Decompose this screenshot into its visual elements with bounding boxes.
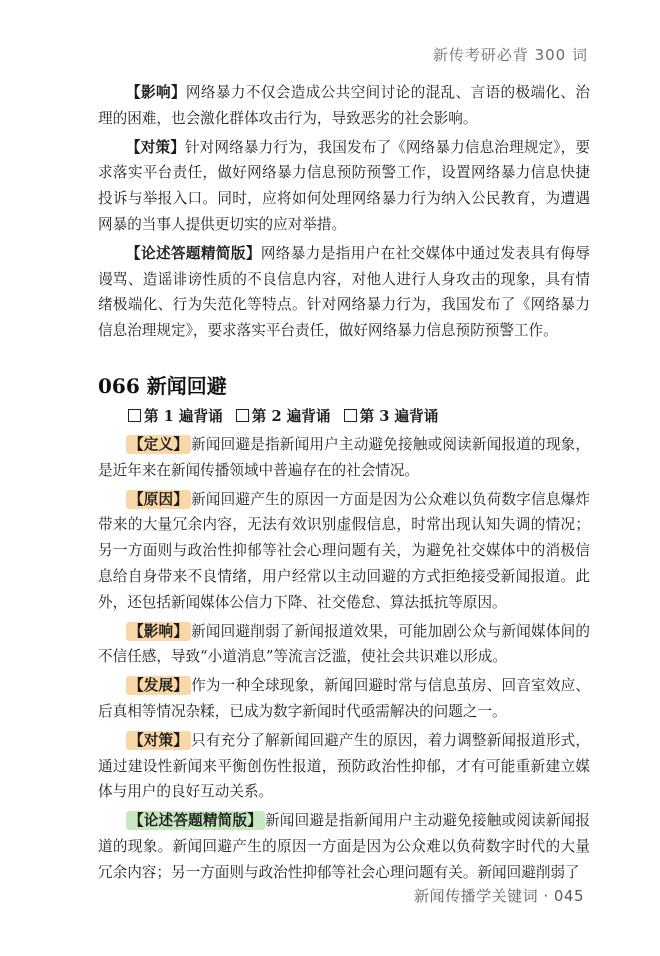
paragraph-summary <box>98 241 590 344</box>
checkbox-item[interactable]: 第 3 遍背诵 <box>344 408 439 425</box>
paragraph-text: 网络暴力不仅会造成公共空间讨论的混乱、言语的极端化、治理的困难，也会激化群体攻击行为，导致恶劣的社会影响。 <box>98 84 590 127</box>
tag-label: 【对策】 <box>126 138 185 156</box>
recitation-checklist <box>128 406 590 428</box>
checkbox-item[interactable]: 第 1 遍背诵 <box>128 408 223 425</box>
highlighted-tag: 【论述答题精简版】 <box>126 811 265 830</box>
paragraph-text: 新闻回避是指新闻用户主动避免接触或阅读新闻报道的现象。新闻回避产生的原因一方面是因为公众难以负荷数字时代的大量冗余内容；另一方面则与政治性抑郁等社会心理问题有关。新闻回避削弱了 <box>98 812 590 881</box>
paragraph-cause <box>98 487 590 616</box>
section-title: 066 新闻回避 <box>98 373 227 398</box>
highlighted-tag: 【发展】 <box>126 676 191 695</box>
tag-label: 【影响】 <box>126 84 186 101</box>
paragraph-text: 作为一种全球现象，新闻回避时常与信息茧房、回音室效应、后真相等情况杂糅，已成为数字新闻时代亟需解决的问题之一。 <box>98 677 590 720</box>
highlighted-tag: 【对策】 <box>126 731 191 750</box>
highlighted-tag: 【影响】 <box>126 622 191 641</box>
paragraph-impact <box>98 80 590 132</box>
highlighted-tag: 【原因】 <box>126 490 191 509</box>
checkbox-icon[interactable] <box>344 409 357 422</box>
checkbox-icon[interactable] <box>128 409 141 422</box>
paragraph-text: 只有充分了解新闻回避产生的原因，着力调整新闻报道形式，通过建设性新闻来平衡创伤性报道，预防政治性抑郁，才有可能重新建立媒体与用户的良好互动关系。 <box>98 731 590 801</box>
paragraph-text: 针对网络暴力行为，我国发布了《网络暴力信息治理规定》，要求落实平台责任，做好网络暴力信息预防预警工作，设置网络暴力信息快捷投诉与举报入口。同时，应将如何处理网络暴力行为纳入公民教育，为遭遇网暴的当事人提供更切实的应对举措。 <box>98 138 590 233</box>
paragraph-text: 新闻回避是指新闻用户主动避免接触或阅读新闻报道的现象，是近年来在新闻传播领域中普遍存在的社会情况。 <box>98 435 590 479</box>
tag-label: 【论述答题精简版】 <box>126 244 261 262</box>
paragraph-impact <box>98 619 590 671</box>
checkbox-icon[interactable] <box>236 409 249 422</box>
page-content <box>98 80 590 889</box>
paragraph-text: 网络暴力是指用户在社交媒体中通过发表具有侮辱谩骂、造谣诽谤性质的不良信息内容，对他人进行人身攻击的现象，具有情绪极端化、行为失范化等特点。针对网络暴力行为，我国发布了《网络暴力信息治理规定》，要求落实平台责任，做好网络暴力信息预防预警工作。 <box>98 244 590 340</box>
paragraph-text: 新闻回避产生的原因一方面是因为公众难以负荷数字信息爆炸带来的大量冗余内容，无法有效识别虚假信息，时常出现认知失调的情况；另一方面则与政治性抑郁等社会心理问题有关，为避免社交媒体中的消极信息给自身带来不良情绪，用户经常以主动回避的方式拒绝接受新闻报道。此外，还包括新闻媒体公信力下降、社交倦怠、算法抵抗等原因。 <box>98 490 590 611</box>
paragraph-definition <box>98 432 590 484</box>
running-header: 新传考研必背 300 词 <box>432 46 588 64</box>
checkbox-item[interactable]: 第 2 遍背诵 <box>236 408 331 425</box>
highlighted-tag: 【定义】 <box>126 435 191 454</box>
paragraph-countermeasure <box>98 728 590 805</box>
paragraph-countermeasure <box>98 135 590 238</box>
paragraph-summary <box>98 808 590 885</box>
paragraph-text: 新闻回避削弱了新闻报道效果，可能加剧公众与新闻媒体间的不信任感，导致“小道消息”等流言泛滥，使社会共识难以形成。 <box>98 622 590 666</box>
page-footer: 新闻传播学关键词 · 045 <box>414 887 584 905</box>
paragraph-development <box>98 673 590 725</box>
